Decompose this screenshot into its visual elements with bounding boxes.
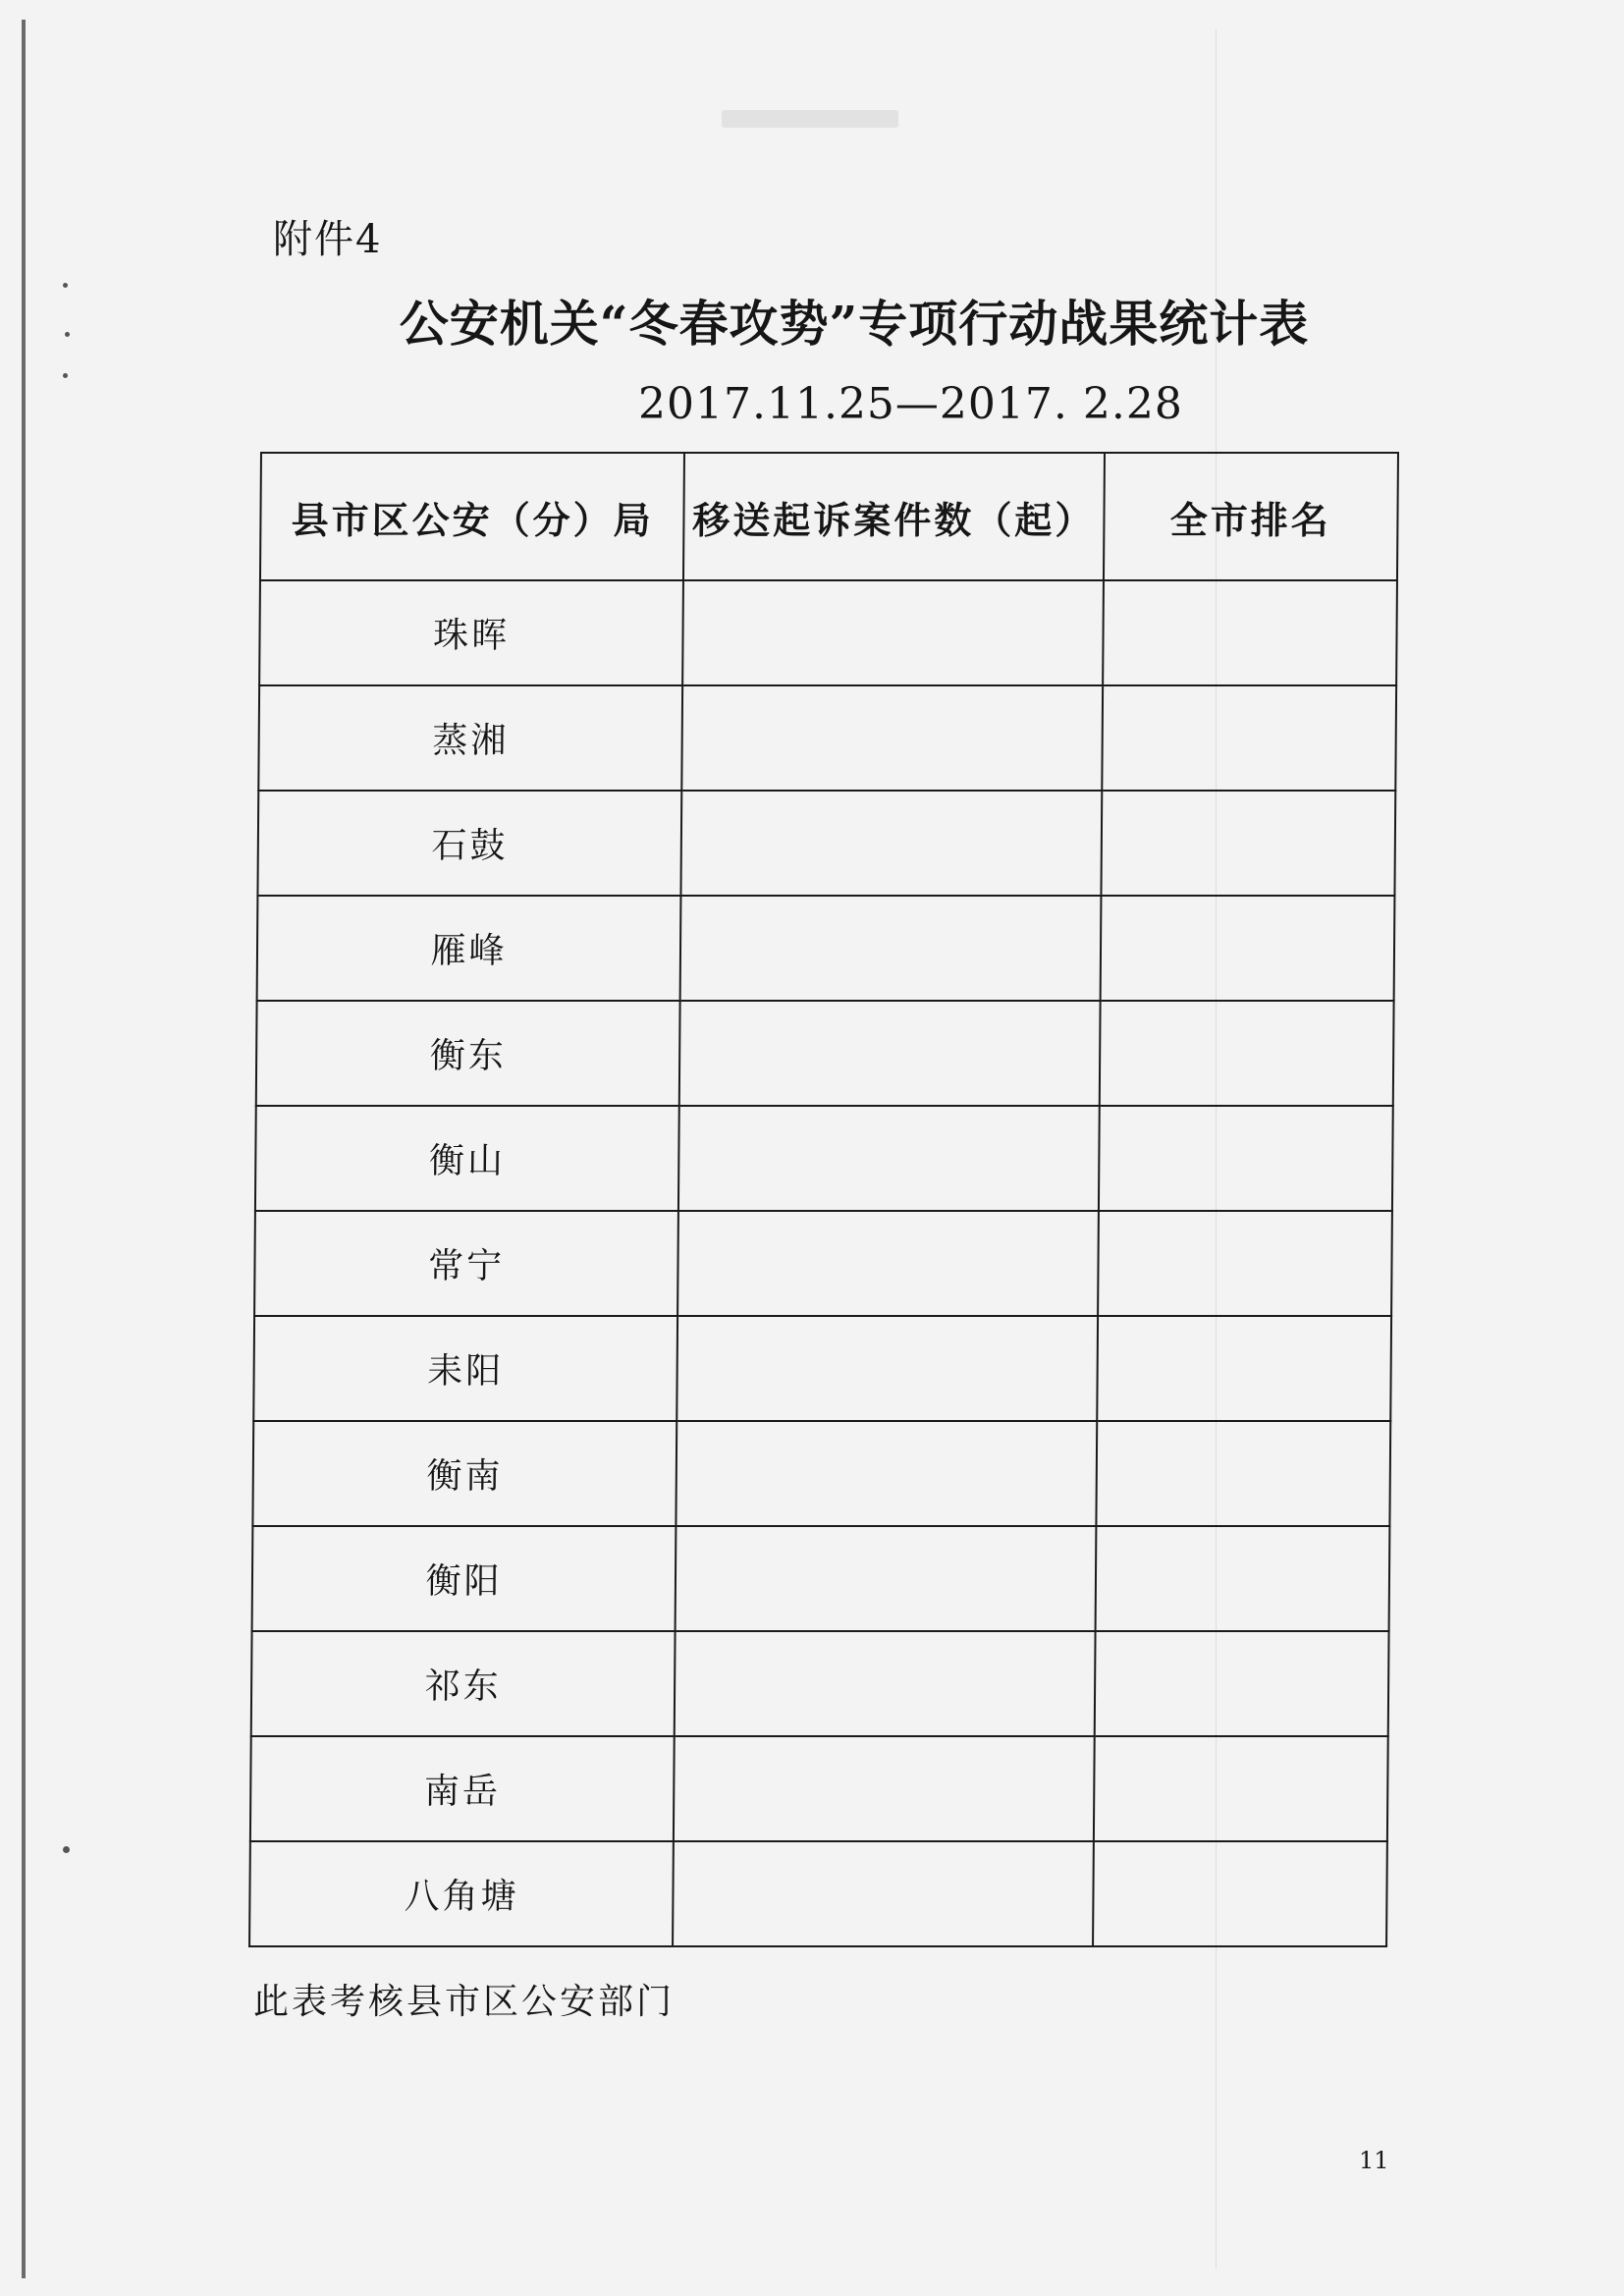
rank-cell (1100, 896, 1394, 1001)
table-row (255, 1106, 1393, 1211)
rank-cell (1097, 1316, 1391, 1421)
rank-cell (1099, 1001, 1393, 1106)
bureau-cell: 常宁 (254, 1211, 678, 1316)
table-row (253, 1316, 1391, 1421)
table-row (251, 1631, 1389, 1736)
document-title: 公安机关“冬春攻势”专项行动战果统计表 (399, 295, 1310, 353)
bureau-cell: 衡山 (255, 1106, 679, 1211)
bureau-cell: 耒阳 (253, 1316, 677, 1421)
cases-cell (678, 1106, 1099, 1211)
bureau-cell: 祁东 (251, 1631, 676, 1736)
bureau-cell: 珠晖 (259, 580, 683, 685)
table-header-row (260, 453, 1398, 580)
bureau-cell: 南岳 (250, 1736, 675, 1841)
table-row (257, 791, 1395, 896)
bureau-cell: 雁峰 (257, 896, 681, 1001)
rank-cell (1096, 1421, 1390, 1526)
date-range: 2017.11.25—2017. 2.28 (638, 379, 1183, 429)
bureau-cell: 蒸湘 (258, 685, 682, 791)
scan-speck (63, 283, 68, 288)
column-header-bureau: 县市区公安（分）局 (260, 453, 684, 580)
cases-cell (679, 1001, 1100, 1106)
page-number: 11 (1359, 2147, 1389, 2174)
rank-cell (1093, 1841, 1387, 1946)
bureau-cell: 衡东 (256, 1001, 680, 1106)
cases-cell (675, 1631, 1095, 1736)
footnote: 此表考核县市区公安部门 (253, 1982, 676, 2022)
cases-cell (682, 685, 1103, 791)
bureau-cell: 衡南 (252, 1421, 677, 1526)
table-row (257, 896, 1395, 1001)
rank-cell (1094, 1631, 1388, 1736)
scan-speck (63, 1846, 70, 1853)
cases-cell (677, 1316, 1098, 1421)
rank-cell (1098, 1211, 1392, 1316)
cases-cell (677, 1421, 1097, 1526)
statistics-table (248, 452, 1399, 1947)
rank-cell (1101, 791, 1395, 896)
column-header-rank: 全市排名 (1104, 453, 1398, 580)
scan-left-edge (22, 20, 26, 2278)
bureau-cell: 石鼓 (257, 791, 681, 896)
rank-cell (1103, 580, 1397, 685)
bureau-cell: 八角塘 (249, 1841, 674, 1946)
rank-cell (1102, 685, 1396, 791)
attachment-label: 附件4 (273, 217, 383, 262)
cases-cell (677, 1211, 1098, 1316)
table-row (250, 1736, 1388, 1841)
bureau-cell: 衡阳 (252, 1526, 677, 1631)
table-row (252, 1421, 1390, 1526)
cases-cell (673, 1841, 1093, 1946)
table-row (256, 1001, 1394, 1106)
table-row (259, 580, 1397, 685)
table-row (249, 1841, 1387, 1946)
scan-speck (65, 332, 70, 337)
cases-cell (682, 580, 1103, 685)
table-row (258, 685, 1396, 791)
rank-cell (1095, 1526, 1389, 1631)
cases-cell (680, 896, 1101, 1001)
bleed-through-mark (722, 110, 898, 128)
rank-cell (1099, 1106, 1393, 1211)
table-row (254, 1211, 1392, 1316)
column-header-cases: 移送起诉案件数（起） (683, 453, 1104, 580)
cases-cell (674, 1736, 1094, 1841)
scan-speck (63, 373, 68, 378)
cases-cell (681, 791, 1102, 896)
table-row (252, 1526, 1390, 1631)
rank-cell (1093, 1736, 1387, 1841)
cases-cell (676, 1526, 1096, 1631)
